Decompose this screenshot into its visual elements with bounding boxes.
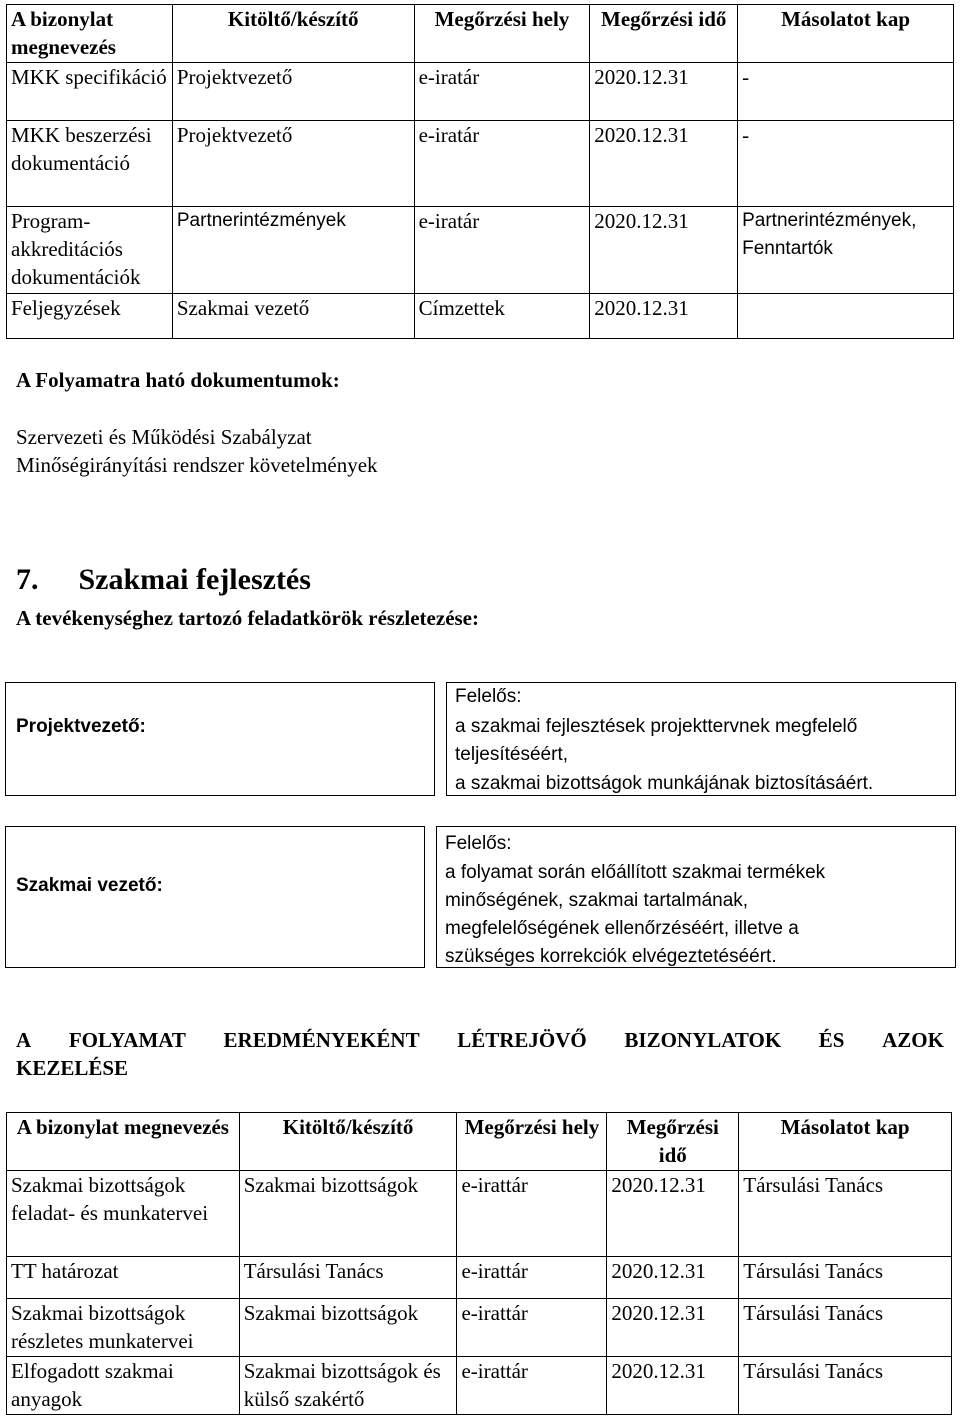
table-cell: 2020.12.31 <box>607 1299 739 1357</box>
header-cell: Megőrzési idő <box>590 5 738 63</box>
table-cell: Program-akkreditációs dokumentációk <box>7 207 173 294</box>
table-row <box>7 1299 952 1357</box>
table-row <box>7 207 954 294</box>
table-row <box>7 1257 952 1299</box>
table-row <box>7 121 954 207</box>
table-cell: Szakmai vezető <box>172 294 414 339</box>
table-header-row <box>7 5 954 63</box>
table-cell: 2020.12.31 <box>607 1171 739 1257</box>
section-subtitle: A tevékenységhez tartozó feladatkörök részletezése: <box>16 606 479 630</box>
responsibility-box <box>446 682 956 796</box>
role-name: Szakmai vezető: <box>16 875 163 896</box>
header-cell: Kitöltő/készítő <box>239 1113 457 1171</box>
header-cell: Megőrzési idő <box>607 1113 739 1171</box>
docs-item: Szervezeti és Működési Szabályzat <box>16 425 312 449</box>
resp-label: Felelős: <box>455 686 522 707</box>
resp-label: Felelős: <box>445 833 512 854</box>
role-box <box>5 682 435 796</box>
table-cell: e-iratár <box>414 63 590 121</box>
role-name: Projektvezető: <box>16 716 146 737</box>
heading-word: A <box>16 1028 32 1052</box>
section-title: Szakmai fejlesztés <box>78 563 311 596</box>
table-cell: TT határozat <box>7 1257 240 1299</box>
table-cell: Partnerintézmények, Fenntartók <box>738 207 954 294</box>
table-cell: Társulási Tanács <box>739 1171 952 1257</box>
section-number: 7. <box>16 563 39 596</box>
heading-word: AZOK <box>882 1028 944 1052</box>
header-cell: A bizonylat megnevezés <box>7 5 173 63</box>
heading-word: LÉTREJÖVŐ <box>457 1028 587 1052</box>
header-cell: A bizonylat megnevezés <box>7 1113 240 1171</box>
results-heading-line2: KEZELÉSE <box>16 1056 129 1080</box>
table-cell: Címzettek <box>414 294 590 339</box>
table-header-row <box>7 1113 952 1171</box>
table-cell: Társulási Tanács <box>739 1299 952 1357</box>
table-cell: Partnerintézmények <box>172 207 414 294</box>
table-cell: e-irattár <box>457 1299 607 1357</box>
table-row <box>7 1357 952 1415</box>
table-cell: Projektvezető <box>172 63 414 121</box>
resp-line: szükséges korrekciók elvégeztetéséért. <box>445 946 777 967</box>
resp-line: a folyamat során előállított szakmai termékek <box>445 862 826 883</box>
resp-line: a szakmai bizottságok munkájának biztosításáért. <box>455 773 874 794</box>
section-heading <box>16 562 311 598</box>
table-cell: - <box>738 63 954 121</box>
table-cell: MKK beszerzési dokumentáció <box>7 121 173 207</box>
table-cell: Szakmai bizottságok <box>239 1299 457 1357</box>
table-cell: Társulási Tanács <box>239 1257 457 1299</box>
resp-line: minőségének, szakmai tartalmának, <box>445 890 749 911</box>
resp-line: megfelelőségének ellenőrzéséért, illetve a <box>445 918 799 939</box>
table-cell: 2020.12.31 <box>590 207 738 294</box>
table-cell: Szakmai bizottságok <box>239 1171 457 1257</box>
table-cell: e-irattár <box>457 1357 607 1415</box>
heading-word: ÉS <box>818 1028 845 1052</box>
header-cell: Megőrzési hely <box>414 5 590 63</box>
table-cell: Társulási Tanács <box>739 1257 952 1299</box>
resp-line: a szakmai fejlesztések projekttervnek megfelelő <box>455 716 858 737</box>
header-cell: Másolatot kap <box>738 5 954 63</box>
table-cell: Szakmai bizottságok és külső szakértő <box>239 1357 457 1415</box>
table-cell <box>738 294 954 339</box>
docs-item: Minőségirányítási rendszer követelmények <box>16 453 378 477</box>
table-cell: e-irattár <box>457 1171 607 1257</box>
table-cell: Társulási Tanács <box>739 1357 952 1415</box>
table-row <box>7 294 954 339</box>
table-cell: Elfogadott szakmai anyagok <box>7 1357 240 1415</box>
header-cell: Megőrzési hely <box>457 1113 607 1171</box>
heading-word: FOLYAMAT <box>68 1028 186 1052</box>
results-heading-line1 <box>16 1026 944 1054</box>
table-cell: Feljegyzések <box>7 294 173 339</box>
table-cell: e-iratár <box>414 121 590 207</box>
records-table-1 <box>6 4 954 339</box>
table-cell: 2020.12.31 <box>590 121 738 207</box>
table-cell: 2020.12.31 <box>607 1257 739 1299</box>
table-cell: Projektvezető <box>172 121 414 207</box>
table-cell: e-iratár <box>414 207 590 294</box>
table-cell: Szakmai bizottságok feladat- és munkatervei <box>7 1171 240 1257</box>
heading-word: BIZONYLATOK <box>624 1028 782 1052</box>
heading-word: EREDMÉNYEKÉNT <box>223 1028 420 1052</box>
table-cell: e-irattár <box>457 1257 607 1299</box>
records-table-2 <box>6 1112 952 1415</box>
table-cell: MKK specifikáció <box>7 63 173 121</box>
table-cell: 2020.12.31 <box>590 63 738 121</box>
role-box <box>5 826 425 968</box>
table-cell: - <box>738 121 954 207</box>
table-cell: Szakmai bizottságok részletes munkatervei <box>7 1299 240 1357</box>
table-row <box>7 1171 952 1257</box>
header-cell: Kitöltő/készítő <box>172 5 414 63</box>
header-cell: Másolatot kap <box>739 1113 952 1171</box>
table-cell: 2020.12.31 <box>590 294 738 339</box>
table-row <box>7 63 954 121</box>
docs-title: A Folyamatra ható dokumentumok: <box>16 368 340 392</box>
table-cell: 2020.12.31 <box>607 1357 739 1415</box>
responsibility-box <box>436 826 956 968</box>
resp-line: teljesítéséért, <box>455 744 568 765</box>
